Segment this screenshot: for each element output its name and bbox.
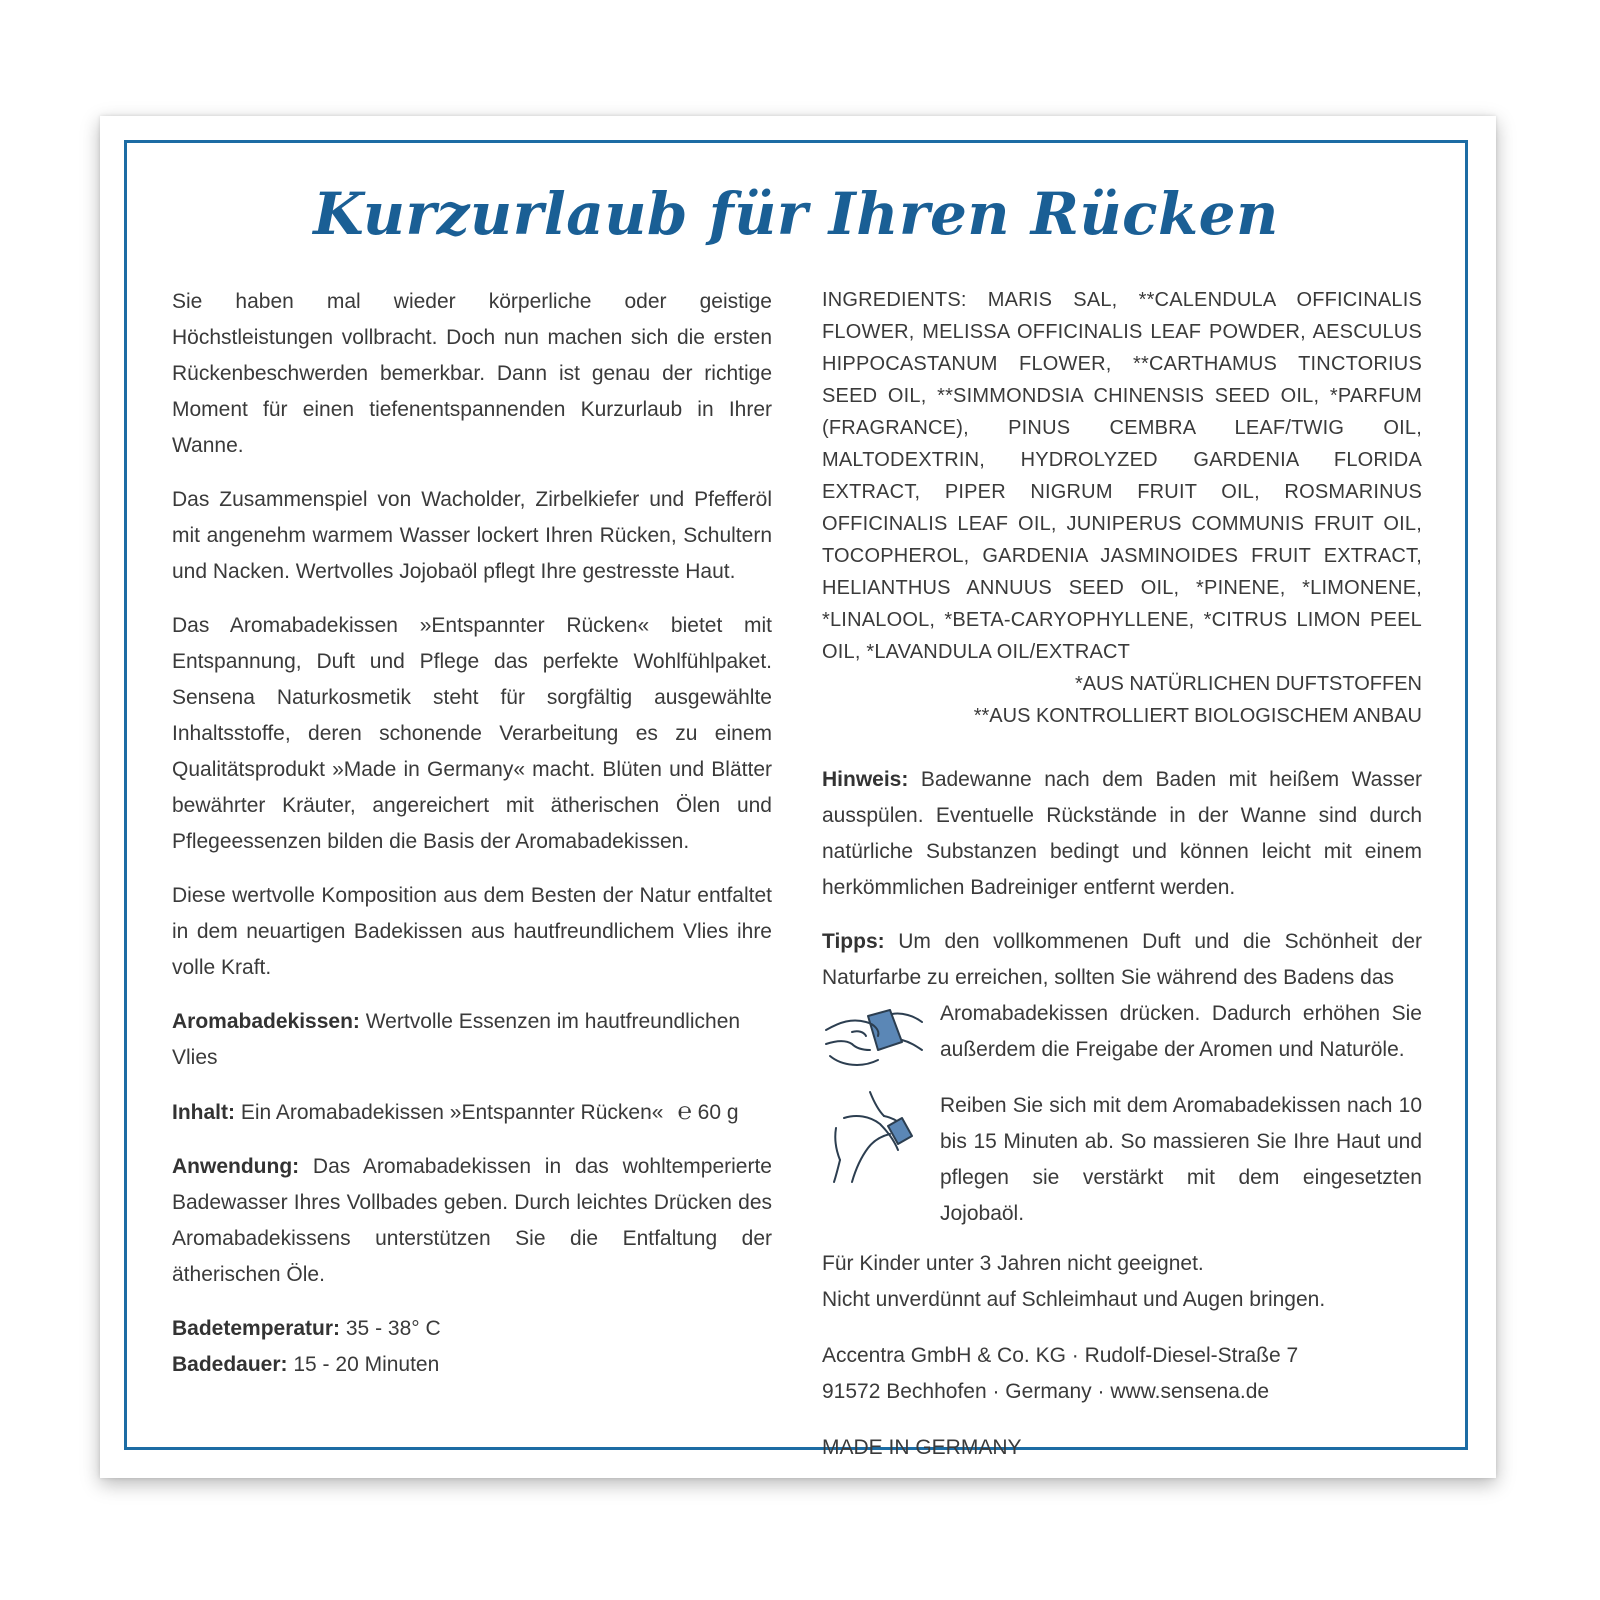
anwendung-text: Das Aromabadekissen in das wohltemperierte Badewasser Ihres Vollbades geben. Durch leichtes Drücken des Aromabadekissens unterstützen Sie die Entfaltung der ätherischen Öle. bbox=[172, 1155, 772, 1286]
inhalt-label: Inhalt: bbox=[172, 1101, 235, 1124]
address-line-2: 91572 Bechhofen · Germany · www.sensena.de bbox=[822, 1380, 1270, 1403]
oils-paragraph: Das Zusammenspiel von Wacholder, Zirbelkiefer und Pfefferöl mit angenehm warmem Wasser lockert Ihren Rücken, Schultern und Nacken. Wertvolles Jojobaöl pflegt Ihre gestresste Haut. bbox=[172, 488, 772, 583]
hinweis-paragraph bbox=[822, 762, 1422, 906]
made-in-germany: MADE IN GERMANY bbox=[822, 1436, 1022, 1459]
inhalt-line bbox=[172, 1094, 772, 1131]
temperature-text: 35 - 38° C bbox=[340, 1317, 441, 1340]
product-paragraph: Das Aromabadekissen »Entspannter Rücken« bietet mit Entspannung, Duft und Pflege das perfekte Wohlfühlpaket. Sensena Naturkosmetik steht für sorgfältig ausgewählte Inhaltsstoffe, deren schonende Verarbeitung es zu einem Qualitätsprodukt »Made in Germany« macht. Blüten und Blätter bewährter Kräuter, angereichert mit ätherischen Ölen und Pflegeessenzen bilden die Basis der Aromabadekissen. bbox=[172, 614, 772, 853]
hinweis-text: Badewanne nach dem Baden mit heißem Wasser ausspülen. Eventuelle Rückstände in der Wanne sind durch natürliche Substanzen bedingt und können leicht mit einem herkömmlichen Badreiniger entfernt werden. bbox=[822, 768, 1422, 899]
page-title: Kurzurlaub für Ihren Rücken bbox=[313, 180, 1279, 248]
address-line-1: Accentra GmbH & Co. KG · Rudolf-Diesel-Straße 7 bbox=[822, 1344, 1299, 1367]
inhalt-text: Ein Aromabadekissen »Entspannter Rücken« bbox=[235, 1101, 664, 1124]
aroma-line bbox=[172, 1004, 772, 1076]
temperature-line bbox=[172, 1311, 772, 1347]
squeeze-tip-row bbox=[822, 996, 1422, 1074]
organic-note: **AUS KONTROLLIERT BIOLOGISCHEM ANBAU bbox=[973, 705, 1422, 727]
anwendung-label: Anwendung: bbox=[172, 1155, 300, 1178]
tipps-paragraph bbox=[822, 924, 1422, 996]
composition-paragraph: Diese wertvolle Komposition aus dem Besten der Natur entfaltet in dem neuartigen Badekissen aus hautfreundlichem Vlies ihre volle Kraft. bbox=[172, 884, 772, 979]
tipps-label: Tipps: bbox=[822, 930, 885, 953]
left-column bbox=[172, 284, 772, 1383]
ingredients-list: INGREDIENTS: MARIS SAL, **CALENDULA OFFICINALIS FLOWER, MELISSA OFFICINALIS LEAF POWDER, AESCULUS HIPPOCASTANUM FLOWER, **CARTHAMUS TINCTORIUS SEED OIL, **SIMMONDSIA CHINENSIS SEED OIL, *PARFUM (FRAGRANCE), PINUS CEMBRA LEAF/TWIG OIL, MALTODEXTRIN, HYDROLYZED GARDENIA FLORIDA EXTRACT, PIPER NIGRUM FRUIT OIL, ROSMARINUS OFFICINALIS LEAF OIL, JUNIPERUS COMMUNIS FRUIT OIL, TOCOPHEROL, GARDENIA JASMINOIDES FRUIT EXTRACT, HELIANTHUS ANNUUS SEED OIL, *PINENE, *LIMONENE, *LINALOOL, *BETA-CARYOPHYLLENE, *CITRUS LIMON PEEL OIL, *LAVANDULA OIL/EXTRACT bbox=[822, 289, 1422, 663]
tipps-text: Um den vollkommenen Duft und die Schönheit der Naturfarbe zu erreichen, sollten Sie während des Badens das bbox=[822, 930, 1422, 989]
estimate-sign-icon: ℮ bbox=[677, 1098, 692, 1125]
duration-line bbox=[172, 1347, 772, 1383]
right-column bbox=[822, 284, 1422, 1466]
fragrance-note: *AUS NATÜRLICHEN DUFTSTOFFEN bbox=[1074, 673, 1422, 695]
warning-children: Für Kinder unter 3 Jahren nicht geeignet. bbox=[822, 1252, 1204, 1275]
hands-squeezing-pillow-icon bbox=[822, 996, 926, 1074]
rubbing-shoulder-icon bbox=[822, 1088, 926, 1184]
temperature-label: Badetemperatur: bbox=[172, 1317, 341, 1340]
squeeze-tip-text: Aromabadekissen drücken. Dadurch erhöhen Sie außerdem die Freigabe der Aromen und Naturöle. bbox=[940, 1002, 1422, 1061]
aroma-text: Wertvolle Essenzen im hautfreundlichen Vlies bbox=[172, 1010, 741, 1069]
inhalt-amount: 60 g bbox=[691, 1101, 739, 1124]
warning-mucosa: Nicht unverdünnt auf Schleimhaut und Augen bringen. bbox=[822, 1288, 1326, 1311]
rub-tip-text: Reiben Sie sich mit dem Aromabadekissen nach 10 bis 15 Minuten ab. So massieren Sie Ihre Haut und pflegen sie verstärkt mit dem eingesetzten Jojobaöl. bbox=[940, 1094, 1422, 1225]
rub-tip-row bbox=[822, 1088, 1422, 1232]
duration-text: 15 - 20 Minuten bbox=[287, 1353, 440, 1376]
duration-label: Badedauer: bbox=[172, 1353, 288, 1376]
anwendung-paragraph bbox=[172, 1149, 772, 1293]
intro-paragraph: Sie haben mal wieder körperliche oder geistige Höchstleistungen vollbracht. Doch nun machen sich die ersten Rückenbeschwerden bemerkbar. Dann ist genau der richtige Moment für einen tiefenentspannenden Kurzurlaub in Ihrer Wanne. bbox=[172, 290, 772, 457]
hinweis-label: Hinweis: bbox=[822, 768, 909, 791]
aroma-label: Aromabadekissen: bbox=[172, 1010, 360, 1033]
